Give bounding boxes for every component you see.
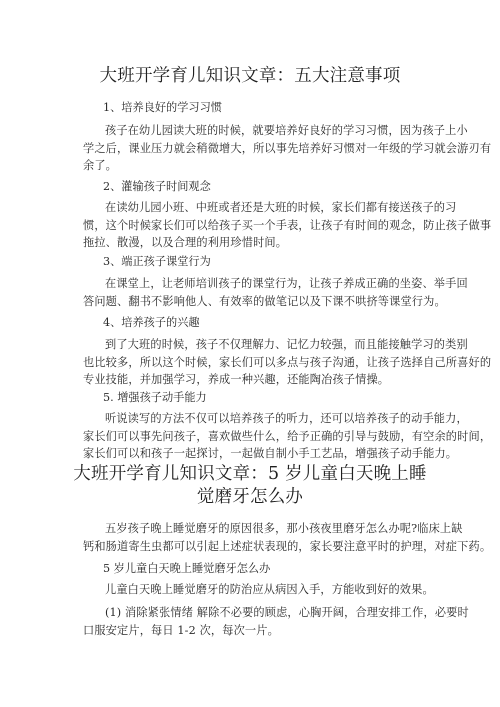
lead-paragraph <box>83 581 434 599</box>
paragraph-line: 家长们可以和孩子一起探讨，一起做自制小手工艺品，增强孩子动手能力。 <box>83 447 458 460</box>
article-title: 大班开学育儿知识文章：五大注意事项 <box>99 66 401 86</box>
section-heading-3: 3、端正孩子课堂行为 <box>103 255 211 268</box>
paragraph-line: 学之后，课业压力就会稍微增大，所以事先培养好习惯对一年级的学习就会游刃有 <box>83 141 492 155</box>
paragraph-line: 听说读写的方法不仅可以培养孩子的听力，还可以培养孩子的动手能力， <box>105 412 468 425</box>
paragraph-line: 答问题、翻书不影响他人、有效率的做笔记以及下课不哄挤等课堂行为。 <box>83 294 446 308</box>
section-heading-2: 2、灌输孩子时间观念 <box>103 180 211 193</box>
paragraph-line: 也比较多，所以这个时候，家长们可以多点与孩子沟通，让孩子选择自己所喜好的 <box>83 355 492 369</box>
section-paragraph-2 <box>83 199 492 252</box>
subheading: 5 岁儿童白天晚上睡觉磨牙怎么办 <box>103 562 271 575</box>
paragraph-line: 在读幼儿园小班、中班或者还是大班的时候，家长们都有接送孩子的习 <box>105 201 457 214</box>
list-item-1 <box>83 604 469 639</box>
paragraph-line: 到了大班的时候，孩子不仅理解力、记忆力较强，而且能接触学习的类别 <box>105 338 468 351</box>
paragraph-line: 专业技能，并加强学习，养成一种兴趣，还能陶冶孩子情操。 <box>83 373 390 386</box>
section-paragraph-1 <box>83 122 492 175</box>
intro-paragraph <box>83 520 492 555</box>
article-title-2 <box>0 463 500 509</box>
section-heading-5: 5. 增强孩子动手能力 <box>103 391 207 404</box>
paragraph-line: 家长们可以事先问孩子，喜欢做些什么，给予正确的引导与鼓励，有空余的时间， <box>83 429 492 443</box>
paragraph-line: 孩子在幼儿园读大班的时候，就要培养好良好的学习习惯，因为孩子上小 <box>105 124 468 137</box>
title-line: 大班开学育儿知识文章：5 岁儿童白天晚上睡 <box>73 464 427 484</box>
section-paragraph-3 <box>83 275 468 310</box>
paragraph-line: 口服安定片，每日 1-2 次，每次一片。 <box>83 623 279 637</box>
section-paragraph-4 <box>83 336 492 389</box>
section-paragraph-5 <box>83 410 492 463</box>
section-heading-4: 4、培养孩子的兴趣 <box>103 316 200 329</box>
section-heading-1: 1、培养良好的学习习惯 <box>103 101 222 114</box>
paragraph-line: 拖拉、散漫，以及合理的利用珍惜时间。 <box>83 236 288 249</box>
paragraph-line: 五岁孩子晚上睡觉磨牙的原因很多，那小孩夜里磨牙怎么办呢?临床上缺 <box>105 522 463 535</box>
paragraph-line: 在课堂上，让老师培训孩子的课堂行为，让孩子养成正确的坐姿、举手回 <box>105 277 468 290</box>
paragraph-line: (1) 消除紧张情绪 解除不必要的顾虑，心胸开阔，合理安排工作，必要时 <box>105 606 469 619</box>
paragraph-line: 惯，这个时候家长们可以给孩子买一个手表，让孩子有时间的观念，防止孩子做事 <box>83 218 492 232</box>
title-line: 觉磨牙怎么办 <box>196 487 304 507</box>
paragraph-line: 儿童白天晚上睡觉磨牙的防治应从病因入手，方能收到好的效果。 <box>105 583 434 596</box>
paragraph-line: 余了。 <box>83 159 118 172</box>
paragraph-line: 钙和肠道寄生虫都可以引起上述症状表现的，家长要注意平时的护理，对症下药。 <box>83 539 492 553</box>
